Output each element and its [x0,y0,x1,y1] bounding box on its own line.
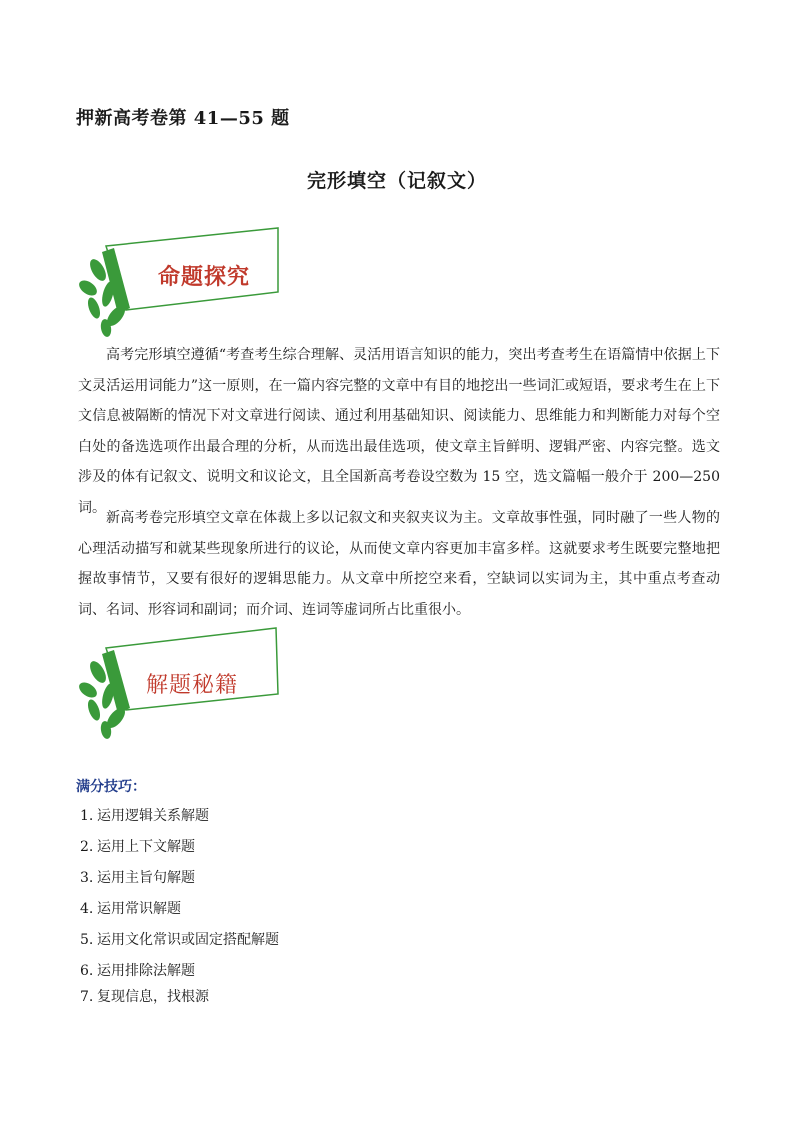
list-item-text: 运用常识解题 [97,901,181,917]
intro-paragraph: 高考完形填空遵循“考查考生综合理解、灵活用语言知识的能力，突出考查考生在语篇情中依据上下文灵活运用词能力”这一原则，在一篇内容完整的文章中有目的地挖出一些词汇或短语，要求考生在上下文信息被隔断的情况下对文章进行阅读、通过利用基础知识、阅读能力、思维能力和判断能力对每个空白处的备选选项作出最合理的分析，从而选出最佳选项，使文章主旨鲜明、逻辑严密、内容完整。选文涉及的体有记叙文、说明文和议论文，且全国新高考卷设空数为 15 空，选文篇幅一般介于 200—250 词。 [78,347,720,516]
page-header: 押新高考卷第 41—55 题 [76,108,290,129]
list-item-number: 4. [80,901,94,917]
list-item-text: 运用文化常识或固定搭配解题 [97,932,279,948]
list-item-text: 运用逻辑关系解题 [97,808,209,824]
list-item [80,837,279,868]
list-item [80,868,279,899]
list-item [80,806,279,837]
section-banner-explore [78,224,288,344]
page-title: 完形填空（记叙文） [306,170,487,192]
list-item [80,930,279,961]
list-item-number: 7. [80,989,94,1005]
list-item-text: 运用排除法解题 [97,963,195,979]
list-item-number: 5. [80,932,94,948]
list-item-number: 6. [80,963,94,979]
list-item [80,961,279,987]
list-item-text: 运用主旨句解题 [97,870,195,886]
list-item [80,899,279,930]
section-label-secrets: 解题秘籍 [146,673,239,698]
list-item [80,987,279,1018]
list-item-number: 3. [80,870,94,886]
list-item-text: 复现信息，找根源 [97,989,209,1005]
section-label-explore: 命题探究 [158,264,251,290]
list-item-number: 1. [80,808,94,824]
list-item-text: 运用上下文解题 [97,839,195,855]
list-item-number: 2. [80,839,94,855]
detail-paragraph: 新高考卷完形填空文章在体裁上多以记叙文和夹叙夹议为主。文章故事性强，同时融了一些人物的心理活动描写和就某些现象所进行的议论，从而使文章内容更加丰富多样。这就要求考生既要完整地把握故事情节，又要有很好的逻辑思能力。从文章中所挖空来看，空缺词以实词为主，其中重点考查动词、名词、形容词和副词；而介词、连词等虚词所占比重很小。 [78,510,720,618]
section-banner-secrets [78,624,288,744]
tips-list [80,806,279,1018]
tips-heading: 满分技巧： [76,779,146,795]
